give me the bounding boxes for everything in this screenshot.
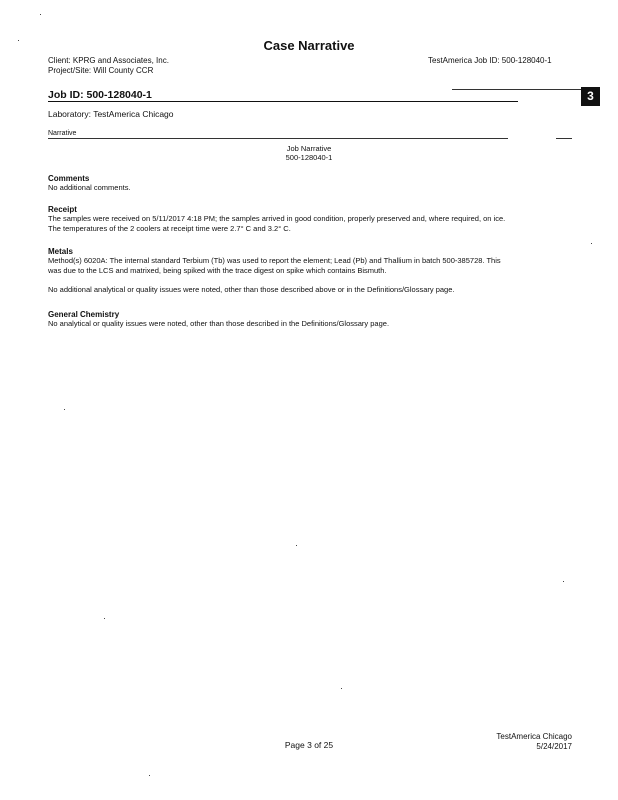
page-title: Case Narrative (263, 38, 355, 53)
scan-speck (64, 409, 65, 410)
narrative-rule-right (556, 138, 572, 139)
footer-lab-date (468, 732, 572, 752)
general-chemistry-heading: General Chemistry (48, 310, 120, 319)
section-tab: 3 (581, 87, 600, 106)
client-name: Client: KPRG and Associates, Inc. (48, 56, 169, 65)
metals-line-2: was due to the LCS and matrixed, being spiked with the trace digest on spike which contains Bismuth. (48, 266, 387, 275)
client-info (48, 56, 169, 76)
metals-section (48, 247, 568, 295)
metals-heading: Metals (48, 247, 73, 256)
footer-date: 5/24/2017 (536, 742, 572, 751)
scan-speck (296, 545, 297, 546)
job-narrative-number: 500-128040-1 (285, 153, 333, 162)
project-site: Project/Site: Will County CCR (48, 66, 154, 75)
metals-line-1: Method(s) 6020A: The internal standard Terbium (Tb) was used to report the element; Lead (Pb) and Thallium in batch 500-385728. This (48, 256, 501, 265)
job-id-rule (48, 101, 518, 102)
scan-speck (341, 688, 342, 689)
comments-heading: Comments (48, 174, 90, 183)
testamerica-job-ref: TestAmerica Job ID: 500-128040-1 (428, 56, 552, 65)
job-narrative-title (0, 144, 618, 162)
scan-speck (563, 581, 564, 582)
receipt-heading: Receipt (48, 205, 77, 214)
narrative-rule (48, 138, 508, 139)
receipt-line-1: The samples were received on 5/11/2017 4:18 PM; the samples arrived in good condition, properly preserved and, where required, on ice. (48, 214, 506, 223)
footer-lab: TestAmerica Chicago (496, 732, 572, 741)
receipt-line-2: The temperatures of the 2 coolers at receipt time were 2.7° C and 3.2° C. (48, 224, 291, 233)
scan-speck (104, 618, 105, 619)
scan-speck (149, 775, 150, 776)
comments-text: No additional comments. (48, 183, 131, 192)
narrative-label: Narrative (48, 130, 77, 137)
header-rule-short (452, 89, 584, 90)
receipt-section (48, 205, 568, 234)
metals-line-3: No additional analytical or quality issues were noted, other than those described above or in the Definitions/Glossary page. (48, 285, 455, 294)
general-chemistry-section (48, 310, 568, 329)
page-number: Page 3 of 25 (284, 740, 334, 750)
laboratory-name: Laboratory: TestAmerica Chicago (48, 109, 174, 119)
scan-speck (591, 243, 592, 244)
job-id-heading: Job ID: 500-128040-1 (48, 89, 152, 101)
scan-speck (40, 14, 41, 15)
general-chemistry-text: No analytical or quality issues were noted, other than those described in the Definitions/Glossary page. (48, 319, 390, 328)
comments-section (48, 174, 568, 193)
job-narrative-heading: Job Narrative (286, 144, 332, 153)
scan-speck (18, 40, 19, 41)
